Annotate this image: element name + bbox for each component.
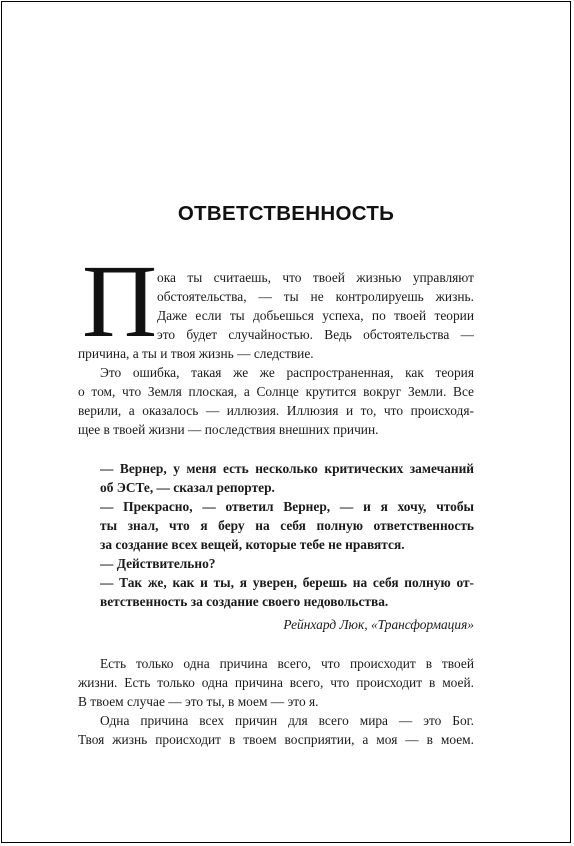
paragraph-line: причина, а ты и твоя жизнь — следствие. <box>78 346 314 361</box>
quote-line: об ЭСТе, — сказал репортер. <box>100 480 275 495</box>
paragraph-line: ока ты считаешь, что твоей жизнью управляют <box>157 270 474 285</box>
paragraph-line: о том, что Земля плоская, а Солнце крутится вокруг Земли. Все <box>78 384 474 399</box>
paragraph-line: Есть только одна причина всего, что происходит в твоей <box>100 656 474 671</box>
paragraph-line: Твоя жизнь происходит в твоем восприятии, а моя — в моем. <box>78 732 474 747</box>
paragraph-line: верили, а оказалось — иллюзия. Иллюзия и то, что происходя- <box>78 403 474 418</box>
paragraph-line: Это ошибка, такая же же распространенная, как теория <box>100 365 474 380</box>
paragraph-line: обстоятельства, — ты не контролируешь жизнь. <box>157 289 474 304</box>
quote-line: — Так же, как и ты, я уверен, берешь на себя полную от- <box>100 575 474 590</box>
quote-line: ветственность за создание своего недовольства. <box>100 594 389 609</box>
quote-line: — Действительно? <box>100 556 216 571</box>
paragraph-line: В твоем случае — это ты, в моем — это я. <box>78 694 319 709</box>
quote-line: — Прекрасно, — ответил Вернер, — и я хочу, чтобы <box>100 499 474 514</box>
quote-line: ты знал, что я беру на себя полную ответственность <box>100 518 474 533</box>
paragraph-line: Одна причина всех причин для всего мира — это Бог. <box>100 713 474 728</box>
paragraph-line: жизни. Есть только одна причина всего, что происходит в моей. <box>78 675 474 690</box>
quote-line: за создание всех вещей, которые тебе не нравятся. <box>100 537 405 552</box>
quote-line: — Вернер, у меня есть несколько критических замечаний <box>100 461 474 476</box>
paragraph-line: Даже если ты добьешься успеха, по твоей теории <box>157 308 474 323</box>
drop-cap: П <box>82 244 158 359</box>
paragraph-line: щее в твоей жизни — последствия внешних причин. <box>78 422 379 437</box>
chapter-title: ОТВЕТСТВЕННОСТЬ <box>177 202 395 225</box>
book-page <box>1 1 571 843</box>
paragraph-line: это будет случайностью. Ведь обстоятельства — <box>157 327 474 342</box>
quote-attribution: Рейнхард Люк, «Трансформация» <box>283 617 474 632</box>
